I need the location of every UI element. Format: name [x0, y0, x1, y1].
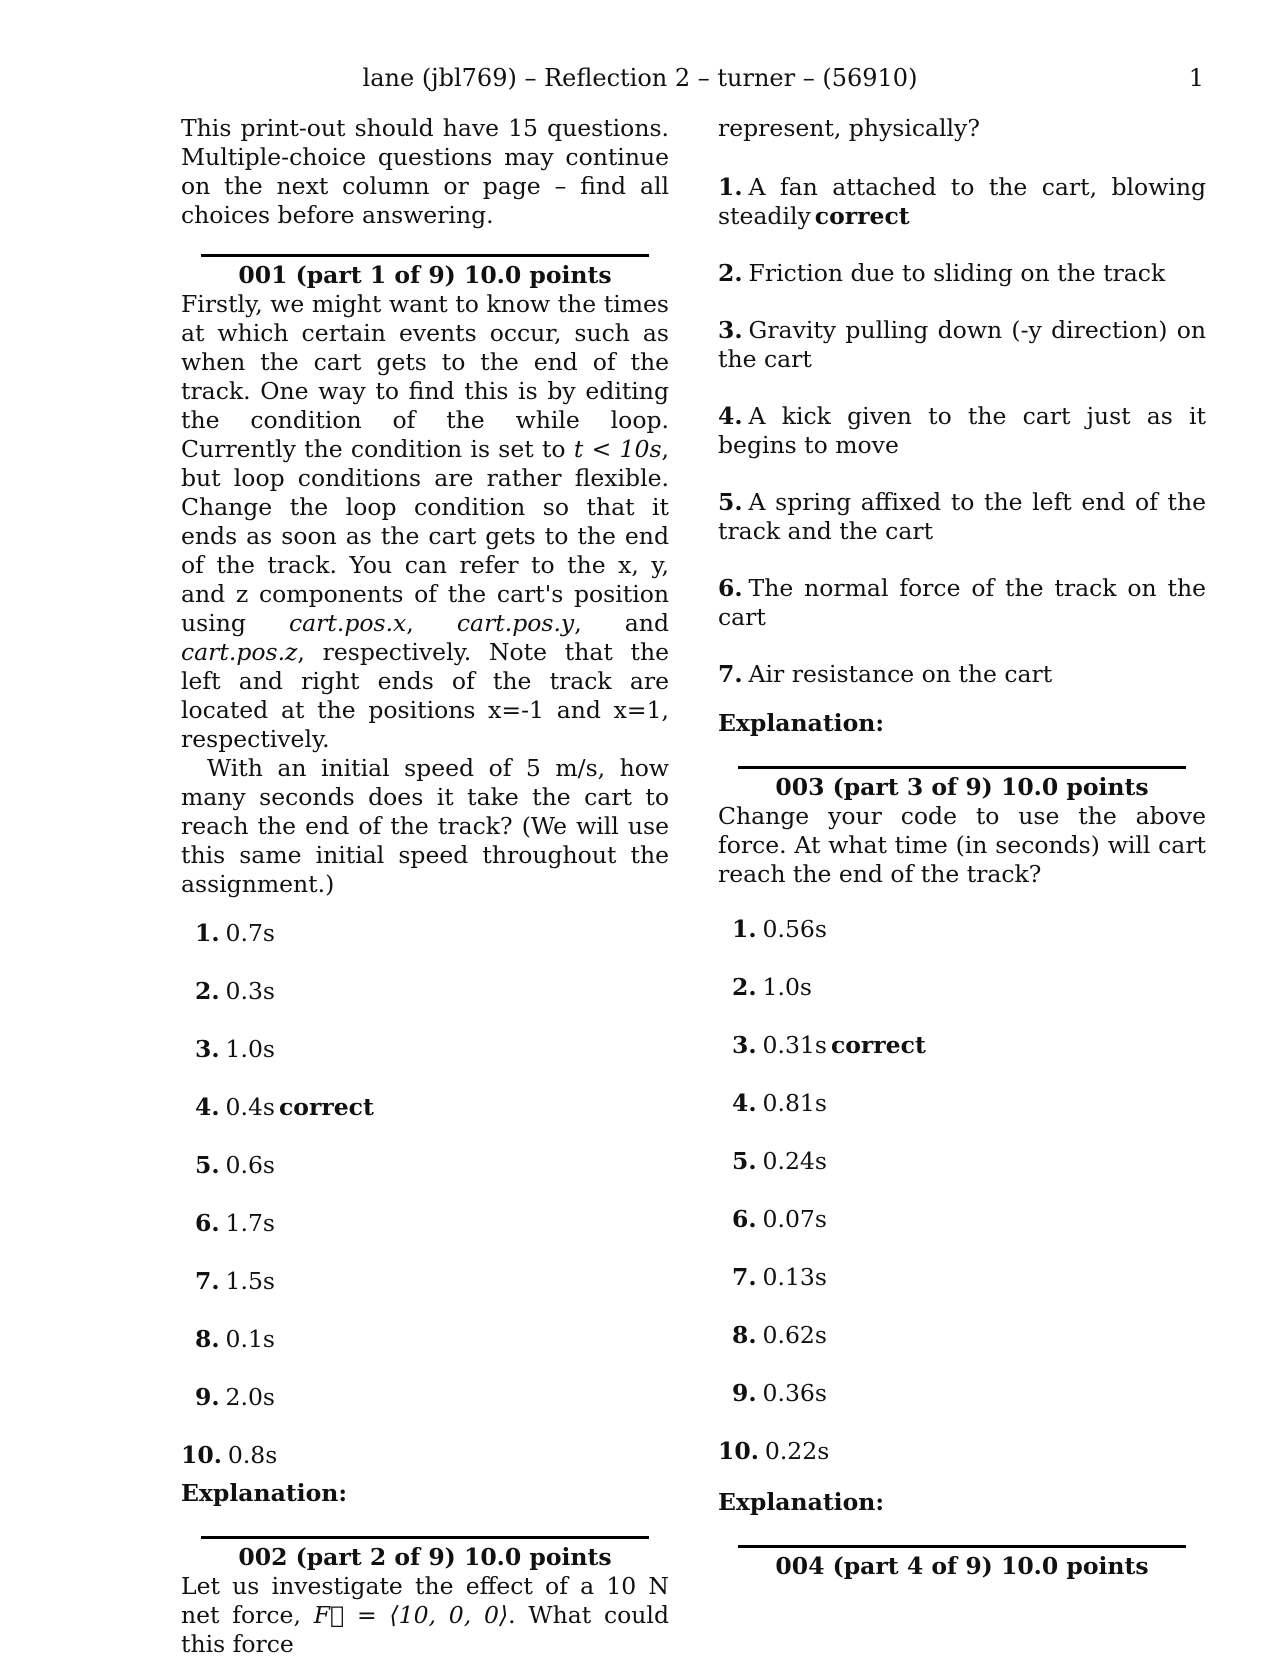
divider [738, 1545, 1186, 1548]
choice-number: 2. [195, 977, 220, 1005]
choice-text: 0.3s [225, 977, 275, 1005]
choice-number: 2. [732, 973, 757, 1001]
choice[interactable] [195, 1383, 669, 1412]
choice-text: 0.07s [762, 1205, 827, 1233]
choice[interactable] [732, 1147, 1206, 1176]
choice[interactable] [181, 1441, 669, 1470]
choice[interactable] [718, 574, 1206, 632]
choice-text: 1.5s [225, 1267, 275, 1295]
divider [201, 254, 649, 257]
choice[interactable] [718, 402, 1206, 460]
choice-text: Gravity pulling down (-y direction) on the cart [718, 316, 1206, 373]
choice[interactable] [195, 1325, 669, 1354]
choice-text: 0.31s [762, 1031, 827, 1059]
q2-body-b: . What could this force [181, 1601, 669, 1658]
right-column [718, 114, 1206, 1581]
choice-number: 1. [195, 919, 220, 947]
page-header [0, 64, 1280, 98]
question-1-title: 001 (part 1 of 9) 10.0 points [238, 261, 612, 289]
choice[interactable] [732, 973, 1206, 1002]
choice-number: 4. [718, 402, 743, 430]
choice-text: A kick given to the cart just as it begins to move [718, 402, 1206, 459]
choice-number: 9. [195, 1383, 220, 1411]
choice-number: 10. [181, 1441, 222, 1469]
choice[interactable] [195, 919, 669, 948]
choice-number: 3. [718, 316, 743, 344]
choice-number: 6. [718, 574, 743, 602]
choice-number: 1. [732, 915, 757, 943]
choice-text: 0.13s [762, 1263, 827, 1291]
q1-body-c: , respectively. Note that the left and right ends of the track are located at the positions x=-1 and x=1, respectively. [181, 638, 669, 753]
choice[interactable] [195, 1151, 669, 1180]
choice[interactable] [732, 1031, 1206, 1060]
choice-text: 1.0s [225, 1035, 275, 1063]
choice[interactable] [195, 1093, 669, 1122]
choice[interactable] [718, 259, 1206, 288]
choice-number: 7. [732, 1263, 757, 1291]
question-4-title: 004 (part 4 of 9) 10.0 points [775, 1552, 1149, 1580]
choice-text: A fan attached to the cart, blowing steadily [718, 173, 1206, 230]
q1-cond-math: t < 10s [573, 435, 662, 463]
choice-number: 7. [718, 660, 743, 688]
choice-number: 3. [195, 1035, 220, 1063]
choice[interactable] [732, 1379, 1206, 1408]
choice[interactable] [718, 1437, 1206, 1466]
choice-text: 0.36s [762, 1379, 827, 1407]
choice-text: 0.24s [762, 1147, 827, 1175]
choice[interactable] [718, 660, 1206, 689]
question-2-choices [718, 173, 1206, 689]
q1-sep1: , [406, 609, 457, 637]
question-1-body [181, 290, 669, 754]
choice-text: 0.62s [762, 1321, 827, 1349]
q2-force-math: F⃗ = ⟨10, 0, 0⟩ [313, 1601, 509, 1629]
choice-text: The normal force of the track on the cart [718, 574, 1206, 631]
divider [201, 1536, 649, 1539]
choice-number: 3. [732, 1031, 757, 1059]
choice[interactable] [732, 1263, 1206, 1292]
intro-text: This print-out should have 15 questions. Multiple-choice questions may continue on the next column or page – find all choices before answering. [181, 114, 669, 229]
choice-number: 8. [732, 1321, 757, 1349]
choice-number: 10. [718, 1437, 759, 1465]
choice-number: 7. [195, 1267, 220, 1295]
choice-text: A spring affixed to the left end of the track and the cart [718, 488, 1206, 545]
choice-text: 0.1s [225, 1325, 275, 1353]
choice[interactable] [718, 488, 1206, 546]
choice[interactable] [732, 1321, 1206, 1350]
choice[interactable] [732, 1205, 1206, 1234]
left-column [181, 114, 669, 1659]
question-1-explanation: Explanation: [181, 1479, 348, 1507]
choice[interactable] [718, 173, 1206, 231]
q1-pos-z: cart.pos.z [181, 638, 298, 666]
header-title: lane (jbl769) – Reflection 2 – turner – (56910) [362, 64, 918, 92]
question-1-choices [181, 919, 669, 1470]
correct-tag: correct [814, 202, 910, 230]
q1-sep2: , and [574, 609, 669, 637]
divider [738, 766, 1186, 769]
q1-pos-x: cart.pos.x [289, 609, 407, 637]
question-3-title: 003 (part 3 of 9) 10.0 points [775, 773, 1149, 801]
question-2-body-continued: represent, physically? [718, 114, 980, 142]
page-number: 1 [1188, 64, 1204, 92]
choice-number: 6. [195, 1209, 220, 1237]
choice-text: 0.81s [762, 1089, 827, 1117]
choice-number: 5. [195, 1151, 220, 1179]
question-2-title: 002 (part 2 of 9) 10.0 points [238, 1543, 612, 1571]
choice-number: 5. [732, 1147, 757, 1175]
choice-number: 1. [718, 173, 743, 201]
choice-text: 1.0s [762, 973, 812, 1001]
choice-text: Friction due to sliding on the track [748, 259, 1166, 287]
question-2-body [181, 1572, 669, 1659]
q2-body-a: Let us investigate the effect of a 10 N net force, [181, 1572, 669, 1629]
choice-number: 5. [718, 488, 743, 516]
choice-number: 9. [732, 1379, 757, 1407]
q1-body-a: Firstly, we might want to know the times at which certain events occur, such as when the cart gets to the end of the track. One way to find this is by editing the condition of the while loop. Currently the condition is set to [181, 290, 669, 463]
question-3-body: Change your code to use the above force. At what time (in seconds) will cart reach the end of the track? [718, 802, 1206, 888]
choice[interactable] [195, 1035, 669, 1064]
choice-text: 0.4s [225, 1093, 275, 1121]
choice-text: 0.22s [764, 1437, 830, 1465]
correct-tag: correct [830, 1031, 926, 1059]
choice-text: 0.8s [227, 1441, 278, 1469]
q1-pos-y: cart.pos.y [456, 609, 575, 637]
choice[interactable] [732, 1089, 1206, 1118]
choice-text: 1.7s [225, 1209, 275, 1237]
question-3-choices [718, 915, 1206, 1466]
choice-number: 6. [732, 1205, 757, 1233]
choice[interactable] [195, 1267, 669, 1296]
choice-number: 4. [732, 1089, 757, 1117]
q1-body-b: , but loop conditions are rather flexible. Change the loop condition so that it ends as soon as the cart gets to the end of the track. You can refer to the x, y, and z components of the cart's position using [181, 435, 669, 637]
choice-text: Air resistance on the cart [748, 660, 1053, 688]
choice[interactable] [718, 316, 1206, 374]
choice-text: 0.56s [762, 915, 827, 943]
question-1-prompt: With an initial speed of 5 m/s, how many seconds does it take the cart to reach the end of the track? (We will use this same initial speed throughout the assignment.) [181, 754, 669, 898]
correct-tag: correct [278, 1093, 374, 1121]
question-2-explanation: Explanation: [718, 709, 885, 737]
choice-text: 0.7s [225, 919, 275, 947]
choice-text: 2.0s [225, 1383, 275, 1411]
choice-text: 0.6s [225, 1151, 275, 1179]
choice-number: 2. [718, 259, 743, 287]
choice[interactable] [195, 977, 669, 1006]
choice[interactable] [732, 915, 1206, 944]
choice-number: 8. [195, 1325, 220, 1353]
choice-number: 4. [195, 1093, 220, 1121]
question-3-explanation: Explanation: [718, 1488, 885, 1516]
choice[interactable] [195, 1209, 669, 1238]
